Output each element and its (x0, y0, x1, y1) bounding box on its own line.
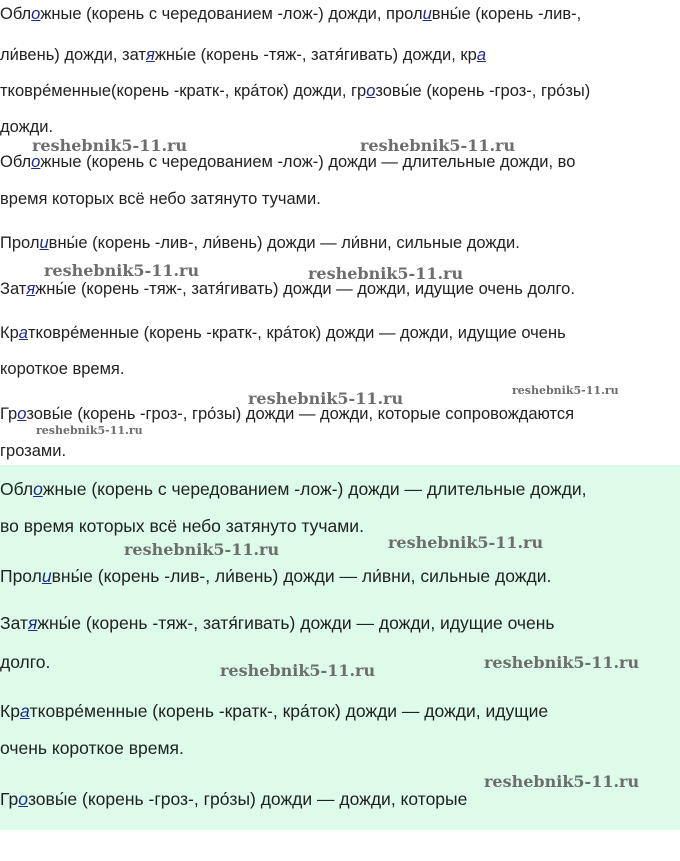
intro-line: дожди. (0, 118, 54, 136)
paragraph-line: Проливны́е (корень -лив-, ли́вень) дожди — ли́вни, сильные дожди. (0, 566, 552, 586)
paragraph-line: очень короткое время. (0, 738, 184, 758)
highlight-letter: о (31, 5, 41, 23)
paragraph-line: во время которых всё небо затянуто тучами. (0, 516, 364, 536)
paragraph-line: время которых всё небо затянуто тучами. (0, 190, 321, 208)
paragraph-line: Затяжны́е (корень -тяж-, затя́гивать) дожди — дожди, идущие очень долго. (0, 280, 575, 298)
watermark: reshebnik5-11.ru (512, 384, 619, 397)
paragraph-line: короткое время. (0, 360, 125, 378)
highlight-letter: и (41, 566, 52, 586)
watermark: reshebnik5-11.ru (124, 540, 280, 559)
highlight-letter: о (33, 479, 43, 499)
paragraph-line: грозами. (0, 442, 67, 460)
highlight-letter: я (146, 46, 155, 64)
paragraph-line: Обложные (корень с чередованием -лож-) дожди — длительные дожди, во (0, 153, 576, 171)
watermark: reshebnik5-11.ru (248, 389, 404, 408)
watermark: reshebnik5-11.ru (220, 661, 376, 680)
paragraph-line: Грозовы́е (корень -гроз-, гро́зы) дожди — дожди, которые сопровождаются (0, 405, 575, 423)
highlight-letter: а (476, 46, 486, 64)
watermark: reshebnik5-11.ru (388, 533, 544, 552)
watermark: reshebnik5-11.ru (484, 772, 640, 791)
paragraph-line: Проливны́е (корень -лив-, ли́вень) дожди — ли́вни, сильные дожди. (0, 234, 520, 252)
highlight-letter: о (366, 82, 376, 100)
highlight-letter: я (26, 280, 36, 298)
watermark: reshebnik5-11.ru (44, 261, 200, 280)
paragraph-line: Кратковре́менные (корень -кратк-, кра́ток) дожди — дожди, идущие очень (0, 324, 566, 342)
highlight-letter: и (422, 5, 432, 23)
highlight-letter: а (19, 701, 30, 721)
highlight-letter: о (31, 153, 41, 171)
paragraph-line: Грозовы́е (корень -гроз-, гро́зы) дожди — дожди, которые (0, 789, 468, 809)
intro-line: тковре́менные(корень -кратк-, кра́ток) дожди, грозовы́е (корень -гроз-, гро́зы) (0, 82, 591, 100)
paragraph-line: Кратковре́менные (корень -кратк-, кра́ток) дожди — дожди, идущие (0, 701, 549, 721)
paragraph-line: Затяжны́е (корень -тяж-, затя́гивать) дожди — дожди, идущие очень (0, 613, 555, 633)
highlight-letter: я (27, 613, 38, 633)
paragraph-line: долго. (0, 652, 51, 672)
intro-line: Обложные (корень с чередованием -лож-) дожди, проливны́е (корень -лив-, (0, 5, 582, 23)
watermark: reshebnik5-11.ru (36, 424, 143, 437)
highlight-letter: а (18, 324, 28, 342)
paragraph-line: Обложные (корень с чередованием -лож-) дожди — длительные дожди, (0, 479, 587, 499)
intro-line: ли́вень) дожди, затяжны́е (корень -тяж-, затя́гивать) дожди, кра (0, 46, 486, 64)
highlight-letter: о (18, 789, 28, 809)
watermark: reshebnik5-11.ru (484, 653, 640, 672)
watermark: reshebnik5-11.ru (308, 264, 464, 283)
watermark: reshebnik5-11.ru (360, 136, 516, 155)
highlight-letter: и (39, 234, 49, 252)
highlight-letter: о (17, 405, 27, 423)
watermark: reshebnik5-11.ru (32, 136, 188, 155)
